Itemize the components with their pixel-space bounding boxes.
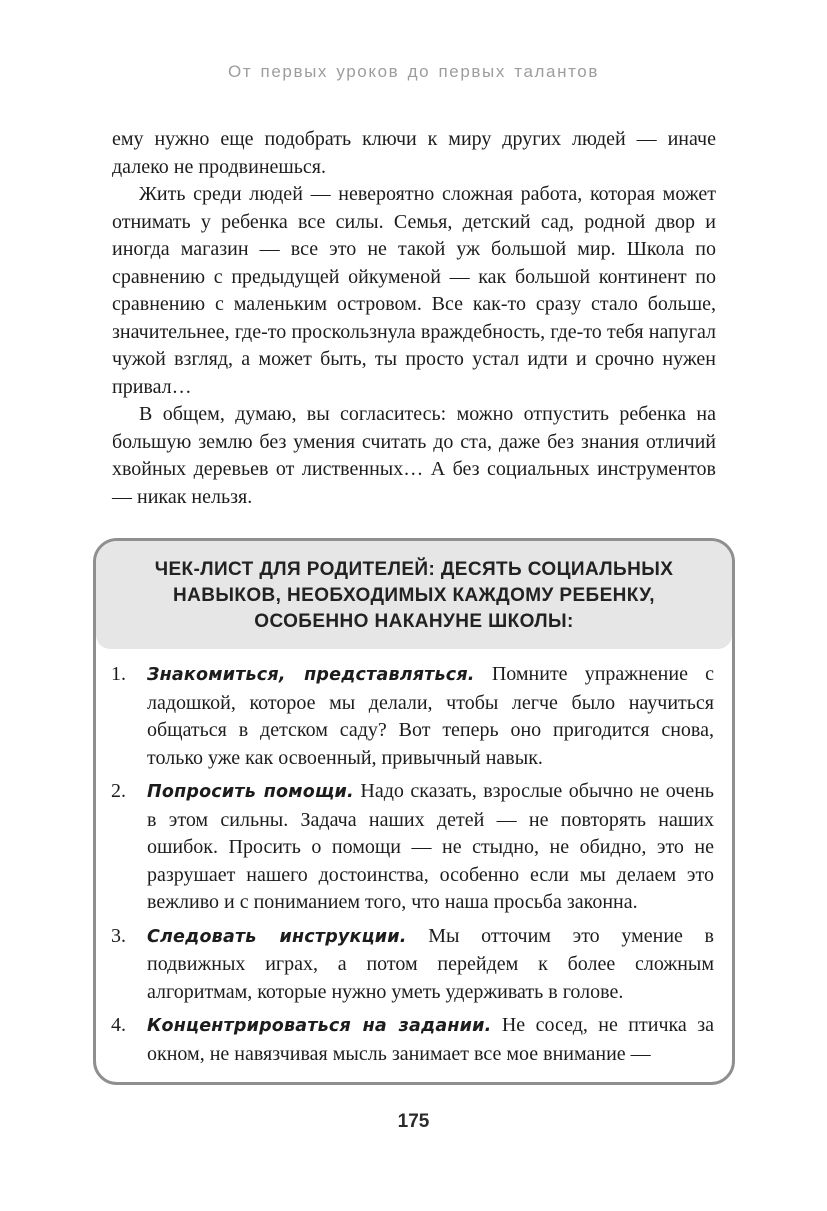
item-number: 3. xyxy=(111,924,126,947)
item-number: 2. xyxy=(111,780,126,802)
item-lead: Концентрироваться на задании. xyxy=(147,1016,492,1036)
running-head: От первых уроков до первых талантов xyxy=(228,62,599,81)
item-body xyxy=(147,778,714,917)
item-body xyxy=(147,661,714,772)
item-lead: Следовать инструкции. xyxy=(147,926,407,947)
checklist-items xyxy=(96,649,732,1082)
item-lead: Знакомиться, представляться. xyxy=(147,665,475,685)
item-number: 1. xyxy=(111,663,126,685)
checklist-item xyxy=(111,1012,714,1068)
checklist-item xyxy=(111,778,714,917)
paragraph: В общем, думаю, вы согласитесь: можно отпустить ребенка на большую землю без умения считать до ста, даже без знания отличий хвойных деревьев от лиственных… А без социальных инструментов — никак нельзя. xyxy=(112,403,716,508)
item-body xyxy=(147,923,714,1007)
item-text: Мы отточим это умение в подвижных играх, а потом перейдем к более сложным алгоритмам, которые нужно уметь удерживать в голове. xyxy=(147,924,715,1003)
item-number: 4. xyxy=(111,1014,126,1036)
checklist-item xyxy=(111,661,714,772)
checklist-box xyxy=(93,538,735,1085)
item-lead: Попросить помощи. xyxy=(147,782,354,802)
page-number: 175 xyxy=(397,1111,430,1132)
item-text: Не сосед, не птичка за окном, не навязчивая мысль занимает все мое внимание — xyxy=(147,1014,714,1065)
item-text: Помните упражнение с ладошкой, которое мы делали, чтобы легче было научиться общаться в детском саду? Вот теперь оно пригодится снова, только уже как освоенный, привычный навык. xyxy=(147,663,714,769)
item-body xyxy=(147,1012,714,1068)
paragraph: ему нужно еще подобрать ключи к миру других людей — иначе далеко не продвинешься. xyxy=(112,128,716,178)
item-text: Надо сказать, взрослые обычно не очень в этом сильны. Задача наших детей — не повторять наших ошибок. Просить о помощи — не стыдно, не обидно, это не разрушает нашего достоинства, особенно если мы делаем это вежливо и с пониманием того, что наша просьба законна. xyxy=(147,780,715,913)
checklist-title: ЧЕК-ЛИСТ ДЛЯ РОДИТЕЛЕЙ: ДЕСЯТЬ СОЦИАЛЬНЫХ НАВЫКОВ, НЕОБХОДИМЫХ КАЖДОМУ РЕБЕНКУ, ОСОБЕННО НАКАНУНЕ ШКОЛЫ: xyxy=(96,541,732,649)
paragraph: Жить среди людей — невероятно сложная работа, которая может отнимать у ребенка все силы. Семья, детский сад, родной двор и иногда магазин — все это не такой уж большой мир. Школа по сравнению с предыдущей ойкуменой — как большой континент по сравнению с маленьким островом. Все как-то сразу стало больше, значительнее, где-то проскользнула враждебность, где-то тебя напугал чужой взгляд, а может быть, ты просто устал идти и срочно нужен привал… xyxy=(112,183,716,398)
body-text xyxy=(112,126,716,511)
checklist-item xyxy=(111,923,714,1007)
